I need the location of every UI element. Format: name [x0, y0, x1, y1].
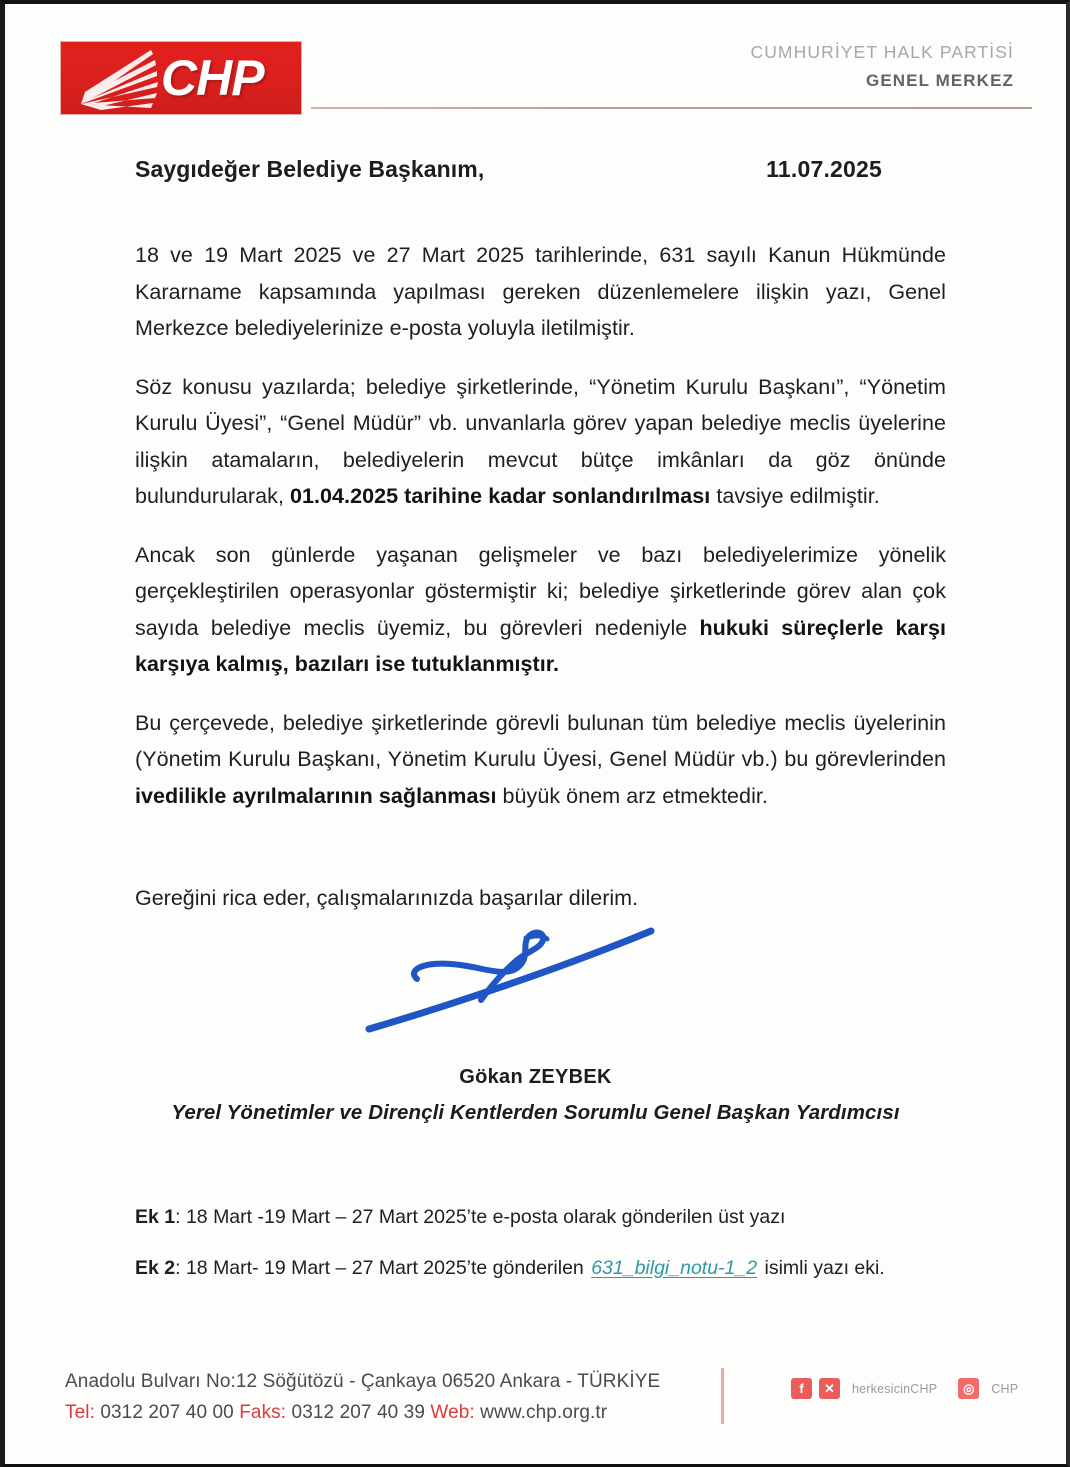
attachment-1-label: Ek 1: [135, 1206, 176, 1228]
paragraph-2-text-c: tavsiye edilmiştir.: [710, 484, 880, 508]
chp-six-arrows-icon: [75, 48, 165, 110]
attachment-file-link[interactable]: 631_bilgi_notu-1_2: [591, 1257, 758, 1279]
letter-body: [135, 156, 946, 916]
organization-subtitle: GENEL MERKEZ: [866, 71, 1014, 90]
faks-label: Faks:: [239, 1402, 287, 1423]
footer-address-line: Anadolu Bulvarı No:12 Söğütözü - Çankaya 06520 Ankara - TÜRKİYE: [65, 1371, 661, 1392]
paragraph-4-text-a: Bu çerçevede, belediye şirketlerinde görevli bulunan tüm belediye meclis üyelerinin (Yönetim Kurulu Başkanı, Yönetim Kurulu Üyesi, Genel Müdür vb.) bu görevlerinden: [135, 710, 946, 771]
faks-value: 0312 207 40 39: [286, 1402, 431, 1423]
social-links: [791, 1378, 1032, 1399]
signature-block: [5, 904, 1066, 1125]
paragraph-3-text-a: Ancak son günlerde yaşanan gelişmeler ve bazı belediyelerimize yönelik gerçekleştirilen operasyonlar göstermiştir ki; belediye şirketlerinde görev alan çok sayıda belediye meclis üyemiz, bu görevleri nedeniyle: [135, 542, 946, 640]
paragraph-4-emphasis: ivedilikle ayrılmalarının sağlanması: [135, 783, 497, 808]
footer-phone-line: [65, 1397, 660, 1428]
salutation-row: [135, 156, 946, 183]
instagram-handle: CHP: [991, 1381, 1019, 1396]
x-twitter-icon[interactable]: ✕: [819, 1378, 840, 1399]
header-divider: [311, 107, 1032, 109]
paragraph-3-emphasis: hukuki süreçlerle karşı karşıya kalmış, bazıları ise tutuklanmıştır.: [135, 615, 946, 676]
facebook-icon[interactable]: f: [791, 1378, 812, 1399]
attachment-line-2: [135, 1255, 956, 1281]
salutation: Saygıdeğer Belediye Başkanım,: [135, 156, 485, 182]
signer-name: Gökan ZEYBEK: [459, 1066, 612, 1088]
handwritten-signature: [321, 904, 751, 1054]
signature-icon: [321, 904, 751, 1054]
attachment-1-text: : 18 Mart -19 Mart – 27 Mart 2025’te e-posta olarak gönderilen üst yazı: [175, 1206, 786, 1228]
paragraph-1: [135, 237, 946, 347]
closing-line: Gereğini rica eder, çalışmalarınızda başarılar dilerim.: [135, 886, 639, 910]
paragraph-4-text-c: büyük önem arz etmektedir.: [496, 783, 768, 808]
letterhead-header: [5, 4, 1066, 124]
signer-title: Yerel Yönetimler ve Dirençli Kentlerden Sorumlu Genel Başkan Yardımcısı: [171, 1101, 900, 1124]
footer-contact: [65, 1366, 660, 1428]
attachment-2-text-after: isimli yazı eki.: [759, 1257, 885, 1279]
page-sheet: [5, 4, 1066, 1464]
social-handle: herkesicinCHP: [852, 1381, 938, 1396]
attachment-line-1: [135, 1204, 956, 1230]
letter-date: 11.07.2025: [766, 156, 882, 182]
paragraph-3: [135, 537, 946, 683]
attachment-2-label: Ek 2: [135, 1257, 176, 1279]
attachments-section: [135, 1204, 956, 1306]
chp-logo-text: CHP: [161, 50, 264, 106]
footer-vertical-divider: [721, 1368, 724, 1424]
attachment-2-text-before: : 18 Mart- 19 Mart – 27 Mart 2025’te gönderilen: [175, 1257, 590, 1279]
web-label: Web:: [430, 1402, 475, 1423]
paragraph-2-text-a: Söz konusu yazılarda; belediye şirketlerinde, “Yönetim Kurulu Başkanı”, “Yönetim Kurulu Üyesi”, “Genel Müdür” vb. unvanlarla görev yapan belediye meclis üyelerine ilişkin atamaların, belediyelerin mevcut bütçe imkânları da göz önünde bulundurularak,: [135, 374, 946, 508]
paragraph-2: [135, 369, 946, 515]
organization-name: CUMHURİYET HALK PARTİSİ: [750, 42, 1014, 62]
paragraph-1-text: 18 ve 19 Mart 2025 ve 27 Mart 2025 tarihlerinde, 631 sayılı Kanun Hükmünde Kararname kapsamında yapılması gereken düzenlemelere ilişkin yazı, Genel Merkezce belediyelerinize e-posta yoluyla iletilmiştir.: [135, 243, 946, 340]
paragraph-4: [135, 705, 946, 815]
instagram-icon[interactable]: ◎: [958, 1378, 979, 1399]
chp-logo: [61, 42, 301, 114]
tel-label: Tel:: [65, 1402, 95, 1423]
web-value[interactable]: www.chp.org.tr: [474, 1402, 608, 1423]
paragraph-2-emphasis: 01.04.2025 tarihine kadar sonlandırılması: [290, 484, 711, 508]
tel-value: 0312 207 40 00: [94, 1402, 240, 1423]
letterhead-footer: [5, 1366, 1066, 1436]
